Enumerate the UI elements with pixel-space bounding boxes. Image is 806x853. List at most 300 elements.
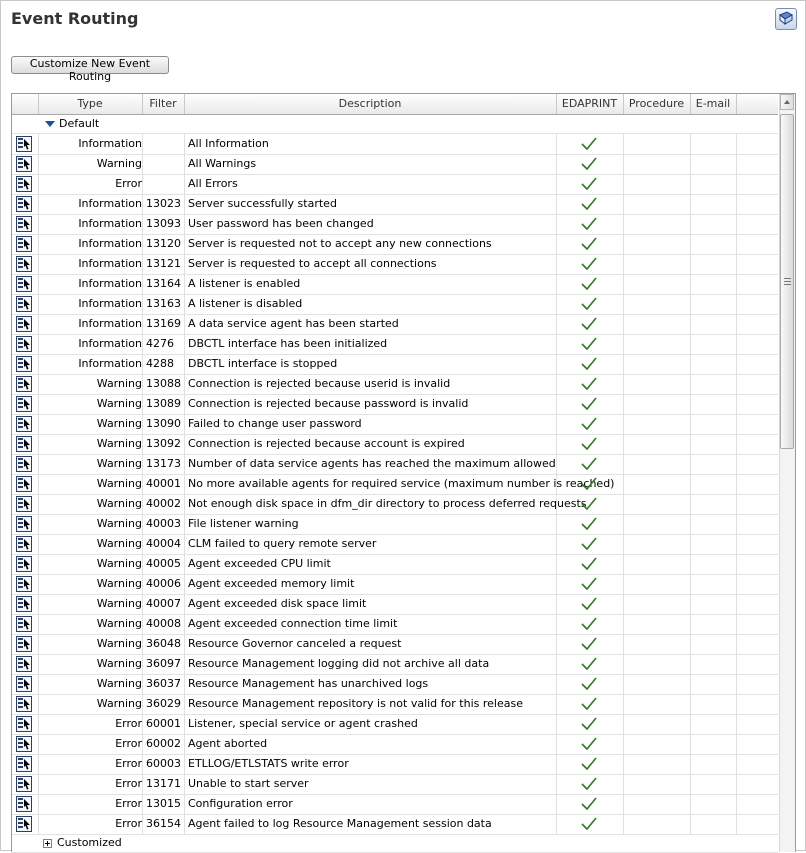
description-value: Agent failed to log Resource Management session data <box>188 817 492 830</box>
email-cell[interactable] <box>690 614 737 634</box>
type-value: Information <box>78 197 142 210</box>
email-cell[interactable] <box>690 334 737 354</box>
edaprint-cell[interactable] <box>556 554 624 574</box>
edit-routing-icon[interactable] <box>16 336 32 352</box>
procedure-cell[interactable] <box>623 814 691 834</box>
check-icon[interactable] <box>581 137 597 151</box>
table-row[interactable] <box>12 574 778 595</box>
edaprint-cell[interactable] <box>556 314 624 334</box>
row-icon-cell[interactable] <box>12 454 39 474</box>
edit-routing-icon[interactable] <box>16 216 32 232</box>
row-icon-cell[interactable] <box>12 154 39 174</box>
email-cell[interactable] <box>690 694 737 714</box>
table-row[interactable] <box>12 454 778 475</box>
table-row[interactable] <box>12 154 778 175</box>
edaprint-cell[interactable] <box>556 354 624 374</box>
scroll-up-button[interactable] <box>780 94 794 110</box>
scroll-thumb[interactable] <box>780 114 794 449</box>
row-icon-cell[interactable] <box>12 374 39 394</box>
check-icon[interactable] <box>581 397 597 411</box>
email-cell[interactable] <box>690 254 737 274</box>
filter-value: 40001 <box>146 477 181 490</box>
email-cell[interactable] <box>690 554 737 574</box>
group-row-customized[interactable] <box>12 834 778 853</box>
procedure-cell[interactable] <box>623 334 691 354</box>
edaprint-cell[interactable] <box>556 334 624 354</box>
edit-routing-icon[interactable] <box>16 436 32 452</box>
description-value: Agent aborted <box>188 737 268 750</box>
edit-routing-icon[interactable] <box>16 656 32 672</box>
edit-routing-icon[interactable] <box>16 816 32 832</box>
email-cell[interactable] <box>690 134 737 154</box>
row-icon-cell[interactable] <box>12 694 39 714</box>
table-row[interactable] <box>12 514 778 535</box>
header-type[interactable]: Type <box>38 94 143 114</box>
procedure-cell[interactable] <box>623 674 691 694</box>
filter-value: 13121 <box>146 257 181 270</box>
edit-routing-icon[interactable] <box>16 676 32 692</box>
table-row[interactable] <box>12 194 778 215</box>
table-row[interactable] <box>12 754 778 775</box>
email-cell[interactable] <box>690 594 737 614</box>
edit-routing-icon[interactable] <box>16 756 32 772</box>
row-icon-cell[interactable] <box>12 394 39 414</box>
email-cell[interactable] <box>690 574 737 594</box>
edaprint-cell[interactable] <box>556 154 624 174</box>
edaprint-cell[interactable] <box>556 654 624 674</box>
help-book-icon <box>778 11 794 27</box>
edaprint-cell[interactable] <box>556 414 624 434</box>
row-icon-cell[interactable] <box>12 514 39 534</box>
edaprint-cell[interactable] <box>556 814 624 834</box>
row-icon-cell[interactable] <box>12 534 39 554</box>
procedure-cell[interactable] <box>623 314 691 334</box>
table-row[interactable] <box>12 274 778 295</box>
table-row[interactable] <box>12 674 778 695</box>
description-value: A data service agent has been started <box>188 317 399 330</box>
check-icon[interactable] <box>581 757 597 771</box>
row-icon-cell[interactable] <box>12 674 39 694</box>
procedure-cell[interactable] <box>623 254 691 274</box>
edaprint-cell[interactable] <box>556 754 624 774</box>
procedure-cell[interactable] <box>623 154 691 174</box>
filter-cell <box>142 574 185 594</box>
check-icon[interactable] <box>581 177 597 191</box>
row-icon-cell[interactable] <box>12 634 39 654</box>
check-icon[interactable] <box>581 197 597 211</box>
procedure-cell[interactable] <box>623 554 691 574</box>
table-row[interactable] <box>12 314 778 335</box>
procedure-cell[interactable] <box>623 134 691 154</box>
email-cell[interactable] <box>690 394 737 414</box>
table-row[interactable] <box>12 494 778 515</box>
table-row[interactable] <box>12 374 778 395</box>
grip-line <box>784 284 791 285</box>
type-value: Error <box>115 777 142 790</box>
edit-routing-icon[interactable] <box>16 496 32 512</box>
edaprint-cell[interactable] <box>556 594 624 614</box>
edit-routing-icon[interactable] <box>16 376 32 392</box>
row-icon-cell[interactable] <box>12 614 39 634</box>
table-row[interactable] <box>12 414 778 435</box>
row-icon-cell[interactable] <box>12 774 39 794</box>
check-icon[interactable] <box>581 417 597 431</box>
procedure-cell[interactable] <box>623 534 691 554</box>
row-icon-cell[interactable] <box>12 754 39 774</box>
row-icon-cell[interactable] <box>12 194 39 214</box>
edit-routing-icon[interactable] <box>16 156 32 172</box>
row-icon-cell[interactable] <box>12 254 39 274</box>
edit-routing-icon[interactable] <box>16 396 32 412</box>
email-cell[interactable] <box>690 194 737 214</box>
row-icon-cell[interactable] <box>12 794 39 814</box>
edit-routing-icon[interactable] <box>16 596 32 612</box>
email-cell[interactable] <box>690 354 737 374</box>
check-icon[interactable] <box>581 657 597 671</box>
procedure-cell[interactable] <box>623 574 691 594</box>
procedure-cell[interactable] <box>623 694 691 714</box>
type-cell <box>38 674 143 694</box>
row-icon-cell[interactable] <box>12 434 39 454</box>
header-description[interactable]: Description <box>184 94 557 114</box>
description-cell <box>184 474 615 494</box>
procedure-cell[interactable] <box>623 754 691 774</box>
edit-routing-icon[interactable] <box>16 416 32 432</box>
filter-value: 4276 <box>146 337 174 350</box>
row-icon-cell[interactable] <box>12 174 39 194</box>
edaprint-cell[interactable] <box>556 234 624 254</box>
check-icon[interactable] <box>581 257 597 271</box>
procedure-cell[interactable] <box>623 194 691 214</box>
check-icon[interactable] <box>581 537 597 551</box>
check-icon[interactable] <box>581 597 597 611</box>
table-row[interactable] <box>12 714 778 735</box>
check-icon[interactable] <box>581 497 597 511</box>
edaprint-cell[interactable] <box>556 174 624 194</box>
procedure-cell[interactable] <box>623 434 691 454</box>
edit-routing-icon[interactable] <box>16 576 32 592</box>
description-cell <box>184 194 557 214</box>
check-icon[interactable] <box>581 737 597 751</box>
table-row[interactable] <box>12 174 778 195</box>
edit-routing-icon[interactable] <box>16 176 32 192</box>
edaprint-cell[interactable] <box>556 614 624 634</box>
edit-routing-icon[interactable] <box>16 736 32 752</box>
table-row[interactable] <box>12 634 778 655</box>
email-cell[interactable] <box>690 494 737 514</box>
check-icon[interactable] <box>581 457 597 471</box>
edaprint-cell[interactable] <box>556 274 624 294</box>
procedure-cell[interactable] <box>623 214 691 234</box>
table-row[interactable] <box>12 614 778 635</box>
procedure-cell[interactable] <box>623 394 691 414</box>
email-cell[interactable] <box>690 514 737 534</box>
procedure-cell[interactable] <box>623 614 691 634</box>
email-cell[interactable] <box>690 414 737 434</box>
edit-routing-icon[interactable] <box>16 636 32 652</box>
procedure-cell[interactable] <box>623 514 691 534</box>
edaprint-cell[interactable] <box>556 254 624 274</box>
header-filter[interactable]: Filter <box>142 94 185 114</box>
check-icon[interactable] <box>581 217 597 231</box>
table-row[interactable] <box>12 254 778 275</box>
row-icon-cell[interactable] <box>12 334 39 354</box>
description-cell <box>184 734 557 754</box>
email-cell[interactable] <box>690 774 737 794</box>
check-icon[interactable] <box>581 337 597 351</box>
edaprint-cell[interactable] <box>556 634 624 654</box>
spacer-cell <box>736 434 778 454</box>
table-row[interactable] <box>12 774 778 795</box>
table-row[interactable] <box>12 794 778 815</box>
header-procedure[interactable]: Procedure <box>623 94 691 114</box>
email-cell[interactable] <box>690 634 737 654</box>
procedure-cell[interactable] <box>623 594 691 614</box>
filter-value: 13164 <box>146 277 181 290</box>
edaprint-cell[interactable] <box>556 494 624 514</box>
procedure-cell[interactable] <box>623 654 691 674</box>
filter-value: 40003 <box>146 517 181 530</box>
check-icon[interactable] <box>581 377 597 391</box>
email-cell[interactable] <box>690 234 737 254</box>
collapse-triangle-icon[interactable] <box>45 121 55 127</box>
edit-routing-icon[interactable] <box>16 476 32 492</box>
email-cell[interactable] <box>690 674 737 694</box>
edit-routing-icon[interactable] <box>16 516 32 532</box>
table-row[interactable] <box>12 734 778 755</box>
row-icon-cell[interactable] <box>12 234 39 254</box>
table-row[interactable] <box>12 434 778 455</box>
expand-plus-icon[interactable] <box>43 839 52 848</box>
email-cell[interactable] <box>690 814 737 834</box>
filter-cell <box>142 794 185 814</box>
edit-routing-icon[interactable] <box>16 276 32 292</box>
table-row[interactable] <box>12 474 778 495</box>
check-icon[interactable] <box>581 237 597 251</box>
procedure-cell[interactable] <box>623 734 691 754</box>
edit-routing-icon[interactable] <box>16 716 32 732</box>
procedure-cell[interactable] <box>623 714 691 734</box>
procedure-cell[interactable] <box>623 174 691 194</box>
edit-routing-icon[interactable] <box>16 796 32 812</box>
filter-value: 60002 <box>146 737 181 750</box>
email-cell[interactable] <box>690 314 737 334</box>
edit-routing-icon[interactable] <box>16 696 32 712</box>
email-cell[interactable] <box>690 754 737 774</box>
check-icon[interactable] <box>581 797 597 811</box>
row-icon-cell[interactable] <box>12 574 39 594</box>
procedure-cell[interactable] <box>623 294 691 314</box>
type-value: Warning <box>96 657 142 670</box>
check-icon[interactable] <box>581 817 597 831</box>
check-icon[interactable] <box>581 437 597 451</box>
email-cell[interactable] <box>690 214 737 234</box>
email-cell[interactable] <box>690 534 737 554</box>
procedure-cell[interactable] <box>623 454 691 474</box>
help-button[interactable] <box>775 8 797 30</box>
table-row[interactable] <box>12 534 778 555</box>
edit-routing-icon[interactable] <box>16 136 32 152</box>
table-row[interactable] <box>12 594 778 615</box>
edit-routing-icon[interactable] <box>16 196 32 212</box>
procedure-cell[interactable] <box>623 634 691 654</box>
customize-new-event-routing-button[interactable]: Customize New Event Routing <box>11 56 169 74</box>
description-value: CLM failed to query remote server <box>188 537 377 550</box>
check-icon[interactable] <box>581 577 597 591</box>
edaprint-cell[interactable] <box>556 474 624 494</box>
procedure-cell[interactable] <box>623 374 691 394</box>
row-icon-cell[interactable] <box>12 714 39 734</box>
type-cell <box>38 154 143 174</box>
edaprint-cell[interactable] <box>556 794 624 814</box>
email-cell[interactable] <box>690 294 737 314</box>
description-value: A listener is enabled <box>188 277 301 290</box>
edaprint-cell[interactable] <box>556 534 624 554</box>
email-cell[interactable] <box>690 654 737 674</box>
check-icon[interactable] <box>581 517 597 531</box>
edit-routing-icon[interactable] <box>16 296 32 312</box>
edaprint-cell[interactable] <box>556 214 624 234</box>
check-icon[interactable] <box>581 617 597 631</box>
check-icon[interactable] <box>581 477 597 491</box>
row-icon-cell[interactable] <box>12 554 39 574</box>
edaprint-cell[interactable] <box>556 374 624 394</box>
edaprint-cell[interactable] <box>556 574 624 594</box>
procedure-cell[interactable] <box>623 414 691 434</box>
row-icon-cell[interactable] <box>12 294 39 314</box>
description-cell <box>184 754 557 774</box>
type-cell <box>38 134 143 154</box>
procedure-cell[interactable] <box>623 494 691 514</box>
row-icon-cell[interactable] <box>12 734 39 754</box>
check-icon[interactable] <box>581 277 597 291</box>
edit-routing-icon[interactable] <box>16 256 32 272</box>
table-row[interactable] <box>12 354 778 375</box>
row-icon-cell[interactable] <box>12 474 39 494</box>
table-row[interactable] <box>12 694 778 715</box>
edaprint-cell[interactable] <box>556 294 624 314</box>
email-cell[interactable] <box>690 154 737 174</box>
table-row[interactable] <box>12 654 778 675</box>
check-icon[interactable] <box>581 297 597 311</box>
row-icon-cell[interactable] <box>12 274 39 294</box>
table-row[interactable] <box>12 554 778 575</box>
email-cell[interactable] <box>690 454 737 474</box>
check-icon[interactable] <box>581 557 597 571</box>
email-cell[interactable] <box>690 274 737 294</box>
edit-routing-icon[interactable] <box>16 556 32 572</box>
check-icon[interactable] <box>581 317 597 331</box>
procedure-cell[interactable] <box>623 274 691 294</box>
row-icon-cell[interactable] <box>12 814 39 834</box>
type-cell <box>38 574 143 594</box>
edit-routing-icon[interactable] <box>16 536 32 552</box>
edit-routing-icon[interactable] <box>16 316 32 332</box>
email-cell[interactable] <box>690 374 737 394</box>
email-cell[interactable] <box>690 174 737 194</box>
check-icon[interactable] <box>581 777 597 791</box>
procedure-cell[interactable] <box>623 474 691 494</box>
row-icon-cell[interactable] <box>12 414 39 434</box>
edaprint-cell[interactable] <box>556 194 624 214</box>
edaprint-cell[interactable] <box>556 394 624 414</box>
edit-routing-icon[interactable] <box>16 356 32 372</box>
check-icon[interactable] <box>581 157 597 171</box>
table-row[interactable] <box>12 334 778 355</box>
header-edaprint[interactable]: EDAPRINT <box>556 94 624 114</box>
check-icon[interactable] <box>581 717 597 731</box>
table-row[interactable] <box>12 234 778 255</box>
type-value: Warning <box>96 537 142 550</box>
procedure-cell[interactable] <box>623 794 691 814</box>
table-row[interactable] <box>12 294 778 315</box>
row-icon-cell[interactable] <box>12 354 39 374</box>
row-icon-cell[interactable] <box>12 214 39 234</box>
description-value: Unable to start server <box>188 777 309 790</box>
row-icon-cell[interactable] <box>12 134 39 154</box>
email-cell[interactable] <box>690 794 737 814</box>
type-cell <box>38 774 143 794</box>
type-value: Warning <box>96 397 142 410</box>
row-icon-cell[interactable] <box>12 494 39 514</box>
table-row[interactable] <box>12 134 778 155</box>
row-icon-cell[interactable] <box>12 314 39 334</box>
vertical-scrollbar[interactable] <box>779 94 795 852</box>
edit-routing-icon[interactable] <box>16 236 32 252</box>
email-cell[interactable] <box>690 714 737 734</box>
filter-value: 40008 <box>146 617 181 630</box>
filter-cell <box>142 654 185 674</box>
procedure-cell[interactable] <box>623 234 691 254</box>
edaprint-cell[interactable] <box>556 454 624 474</box>
row-icon-cell[interactable] <box>12 594 39 614</box>
edaprint-cell[interactable] <box>556 734 624 754</box>
edaprint-cell[interactable] <box>556 774 624 794</box>
type-value: Information <box>78 137 142 150</box>
procedure-cell[interactable] <box>623 354 691 374</box>
type-value: Warning <box>96 617 142 630</box>
edit-routing-icon[interactable] <box>16 456 32 472</box>
check-icon[interactable] <box>581 697 597 711</box>
table-row[interactable] <box>12 214 778 235</box>
edit-routing-icon[interactable] <box>16 776 32 792</box>
table-row[interactable] <box>12 814 778 835</box>
edaprint-cell[interactable] <box>556 134 624 154</box>
edaprint-cell[interactable] <box>556 514 624 534</box>
edaprint-cell[interactable] <box>556 714 624 734</box>
edit-routing-icon[interactable] <box>16 616 32 632</box>
edaprint-cell[interactable] <box>556 434 624 454</box>
group-row-default[interactable] <box>12 115 778 134</box>
header-email[interactable]: E-mail <box>690 94 737 114</box>
filter-cell <box>142 174 185 194</box>
check-icon[interactable] <box>581 357 597 371</box>
email-cell[interactable] <box>690 434 737 454</box>
type-value: Warning <box>96 477 142 490</box>
spacer-cell <box>736 214 778 234</box>
table-row[interactable] <box>12 394 778 415</box>
email-cell[interactable] <box>690 734 737 754</box>
description-cell <box>184 674 557 694</box>
row-icon-cell[interactable] <box>12 654 39 674</box>
check-icon[interactable] <box>581 677 597 691</box>
filter-cell <box>142 374 185 394</box>
edaprint-cell[interactable] <box>556 694 624 714</box>
edaprint-cell[interactable] <box>556 674 624 694</box>
email-cell[interactable] <box>690 474 737 494</box>
procedure-cell[interactable] <box>623 774 691 794</box>
check-icon[interactable] <box>581 637 597 651</box>
